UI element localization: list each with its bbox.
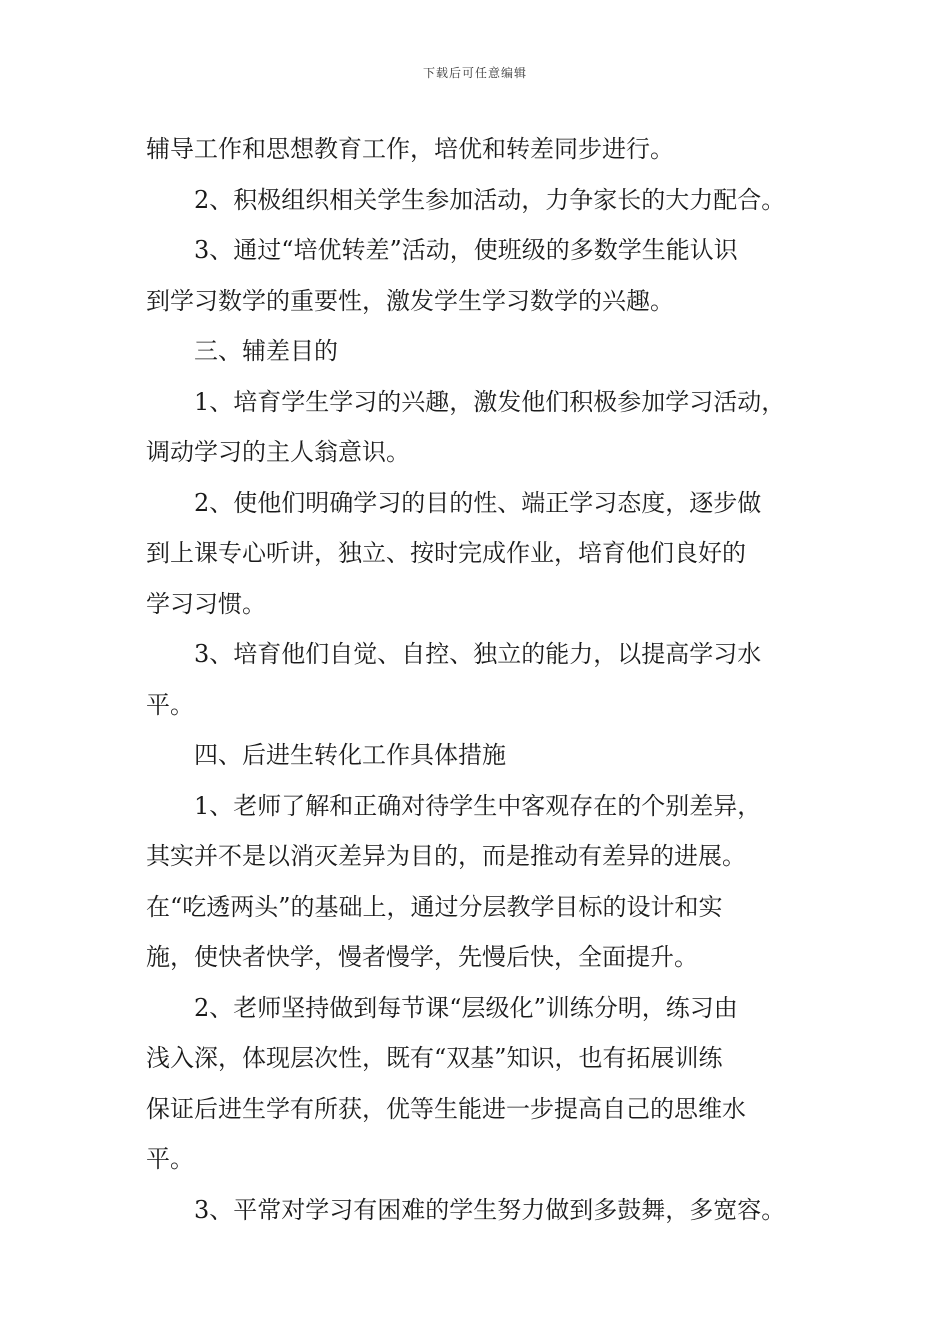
- text-line: 在“吃透两头”的基础上，通过分层教学目标的设计和实: [146, 892, 723, 921]
- text-line: 平。: [146, 1145, 194, 1173]
- text-line: 2、老师坚持做到每节课“层级化”训练分明，练习由: [194, 993, 738, 1022]
- text-line: 调动学习的主人翁意识。: [146, 438, 410, 466]
- text-line: 2、积极组织相关学生参加活动，力争家长的大力配合。: [194, 185, 786, 214]
- text-line: 到学习数学的重要性，激发学生学习数学的兴趣。: [146, 286, 674, 315]
- text-line: 三、辅差目的: [194, 337, 338, 365]
- text-line: 平。: [146, 690, 194, 719]
- text-line: 学习习惯。: [146, 589, 266, 618]
- text-line: 3、平常对学习有困难的学生努力做到多鼓舞，多宽容。: [194, 1195, 786, 1224]
- text-line: 辅导工作和思想教育工作，培优和转差同步进行。: [146, 135, 674, 163]
- text-line: 1、老师了解和正确对待学生中客观存在的个别差异，: [194, 791, 762, 820]
- text-line: 3、培育他们自觉、自控、独立的能力，以提高学习水: [194, 640, 762, 668]
- text-line: 浅入深，体现层次性，既有“双基”知识，也有拓展训练: [146, 1044, 723, 1072]
- text-line: 四、后进生转化工作具体措施: [194, 741, 506, 769]
- text-line: 1、培育学生学习的兴趣，激发他们积极参加学习活动，: [194, 387, 786, 416]
- text-line: 2、使他们明确学习的目的性、端正学习态度，逐步做: [194, 488, 762, 517]
- page-header: 下载后可任意编辑: [422, 66, 527, 80]
- document-body: [146, 124, 826, 1235]
- text-line: 施，使快者快学，慢者慢学，先慢后快，全面提升。: [146, 943, 698, 971]
- text-line: 3、通过“培优转差”活动，使班级的多数学生能认识: [194, 236, 738, 264]
- text-line: 到上课专心听讲，独立、按时完成作业，培育他们良好的: [146, 539, 746, 567]
- text-line: 其实并不是以消灭差异为目的，而是推动有差异的进展。: [146, 842, 746, 870]
- text-line: 保证后进生学有所获，优等生能进一步提高自己的思维水: [146, 1094, 746, 1123]
